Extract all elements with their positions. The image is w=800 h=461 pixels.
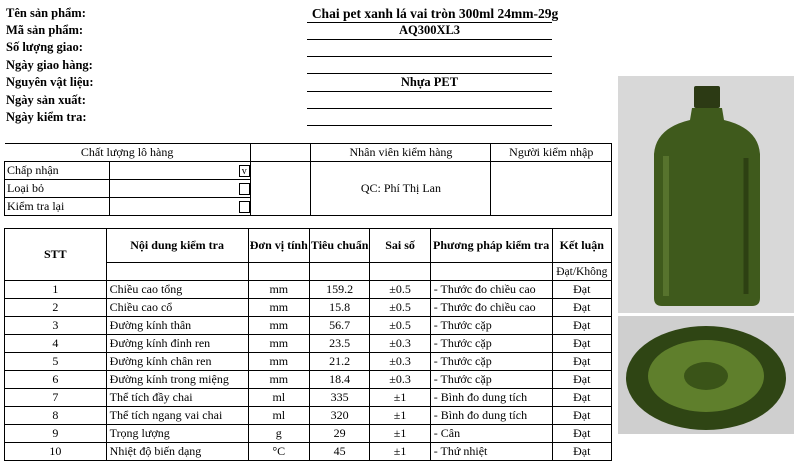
row-content: Đường kính đỉnh ren (106, 335, 248, 353)
row-standard: 29 (309, 425, 369, 443)
row-method: - Thứ nhiệt (430, 443, 552, 461)
bottle-bottom-photo (618, 316, 794, 434)
material-value: Nhựa PET (400, 75, 459, 89)
row-standard: 15.8 (309, 299, 369, 317)
delivery-date-label: Ngày giao hàng: (6, 58, 93, 72)
row-stt: 4 (5, 335, 107, 353)
col-standard: Tiêu chuẩn (309, 229, 369, 263)
row-unit: g (248, 425, 309, 443)
bottle-photo (618, 76, 794, 313)
accept-checkbox[interactable]: v (239, 165, 250, 177)
inspect-date-label: Ngày kiểm tra: (6, 110, 87, 124)
row-standard: 18.4 (309, 371, 369, 389)
bottle-bottom-image (618, 316, 794, 434)
row-unit: ml (248, 407, 309, 425)
row-stt: 10 (5, 443, 107, 461)
row-tolerance: ±1 (370, 407, 430, 425)
row-tolerance: ±1 (370, 425, 430, 443)
row-result: Đạt (552, 281, 611, 299)
row-tolerance: ±1 (370, 443, 430, 461)
row-stt: 5 (5, 353, 107, 371)
row-unit: mm (248, 335, 309, 353)
row-content: Đường kính chân ren (106, 353, 248, 371)
row-stt: 1 (5, 281, 107, 299)
row-method: - Bình đo dung tích (430, 389, 552, 407)
row-method: - Thước đo chiều cao (430, 281, 552, 299)
row-tolerance: ±0.3 (370, 353, 430, 371)
row-content: Đường kính trong miệng (106, 371, 248, 389)
table-row (5, 281, 612, 299)
table-row (5, 353, 612, 371)
row-content: Thể tích đầy chai (106, 389, 248, 407)
receiver-header: Người kiểm nhập (491, 144, 612, 162)
row-standard: 21.2 (309, 353, 369, 371)
row-stt: 7 (5, 389, 107, 407)
option-accept-label: Chấp nhận (5, 162, 110, 180)
row-tolerance: ±0.5 (370, 317, 430, 335)
table-row (5, 299, 612, 317)
row-method: - Thước cặp (430, 317, 552, 335)
row-stt: 3 (5, 317, 107, 335)
row-method: - Thước cặp (430, 353, 552, 371)
col-content: Nội dung kiểm tra (106, 229, 248, 263)
option-reject-label: Loại bỏ (5, 180, 110, 198)
row-tolerance: ±0.3 (370, 335, 430, 353)
row-result: Đạt (552, 353, 611, 371)
row-standard: 23.5 (309, 335, 369, 353)
row-result: Đạt (552, 299, 611, 317)
product-code: AQ300XL3 (398, 23, 461, 37)
row-standard: 45 (309, 443, 369, 461)
row-tolerance: ±0.3 (370, 371, 430, 389)
row-result: Đạt (552, 389, 611, 407)
row-result: Đạt (552, 317, 611, 335)
row-unit: ml (248, 389, 309, 407)
row-content: Chiều cao tổng (106, 281, 248, 299)
row-result: Đạt (552, 443, 611, 461)
row-stt: 6 (5, 371, 107, 389)
code-label: Mã sản phẩm: (6, 23, 84, 37)
reject-checkbox[interactable] (239, 183, 250, 195)
table-row (5, 389, 612, 407)
table-row (5, 443, 612, 461)
table-row (5, 425, 612, 443)
row-content: Trọng lượng (106, 425, 248, 443)
row-result: Đạt (552, 335, 611, 353)
bottle-image (618, 76, 794, 313)
option-recheck-label: Kiểm tra lại (5, 198, 110, 216)
row-result: Đạt (552, 371, 611, 389)
row-unit: mm (248, 299, 309, 317)
qc-staff-name: QC: Phí Thị Lan (311, 162, 491, 216)
row-standard: 159.2 (309, 281, 369, 299)
row-tolerance: ±1 (370, 389, 430, 407)
recheck-checkbox[interactable] (239, 201, 250, 213)
row-standard: 335 (309, 389, 369, 407)
col-result-sub: Đạt/Không (552, 263, 611, 281)
row-unit: mm (248, 371, 309, 389)
row-unit: mm (248, 317, 309, 335)
row-standard: 320 (309, 407, 369, 425)
row-unit: mm (248, 353, 309, 371)
product-name-label: Tên sản phẩm: (6, 6, 86, 20)
row-tolerance: ±0.5 (370, 281, 430, 299)
col-unit: Đơn vị tính (248, 229, 309, 263)
row-content: Đường kính thân (106, 317, 248, 335)
table-row (5, 317, 612, 335)
col-tolerance: Sai số (370, 229, 430, 263)
batch-quality-header: Chất lượng lô hàng (5, 144, 251, 162)
staff-header: Nhân viên kiểm hàng (311, 144, 491, 162)
mfg-date-label: Ngày sản xuất: (6, 93, 86, 107)
row-standard: 56.7 (309, 317, 369, 335)
row-unit: °C (248, 443, 309, 461)
row-content: Nhiệt độ biến dạng (106, 443, 248, 461)
row-method: - Thước cặp (430, 371, 552, 389)
row-content: Thể tích ngang vai chai (106, 407, 248, 425)
table-row (5, 371, 612, 389)
row-stt: 8 (5, 407, 107, 425)
col-method: Phương pháp kiểm tra (430, 229, 552, 263)
row-stt: 9 (5, 425, 107, 443)
row-result: Đạt (552, 407, 611, 425)
product-name: Chai pet xanh lá vai tròn 300ml 24mm-29g (311, 6, 559, 21)
row-content: Chiều cao cổ (106, 299, 248, 317)
row-method: - Bình đo dung tích (430, 407, 552, 425)
quantity-label: Số lượng giao: (6, 40, 83, 54)
row-method: - Cân (430, 425, 552, 443)
row-unit: mm (248, 281, 309, 299)
table-row (5, 335, 612, 353)
col-result: Kết luận (552, 229, 611, 263)
material-label: Nguyên vật liệu: (6, 75, 94, 89)
row-tolerance: ±0.5 (370, 299, 430, 317)
inspection-table (4, 228, 612, 461)
table-row (5, 407, 612, 425)
col-stt: STT (5, 229, 107, 281)
row-method: - Thước cặp (430, 335, 552, 353)
quality-table (4, 143, 612, 216)
row-stt: 2 (5, 299, 107, 317)
row-result: Đạt (552, 425, 611, 443)
row-method: - Thước đo chiều cao (430, 299, 552, 317)
